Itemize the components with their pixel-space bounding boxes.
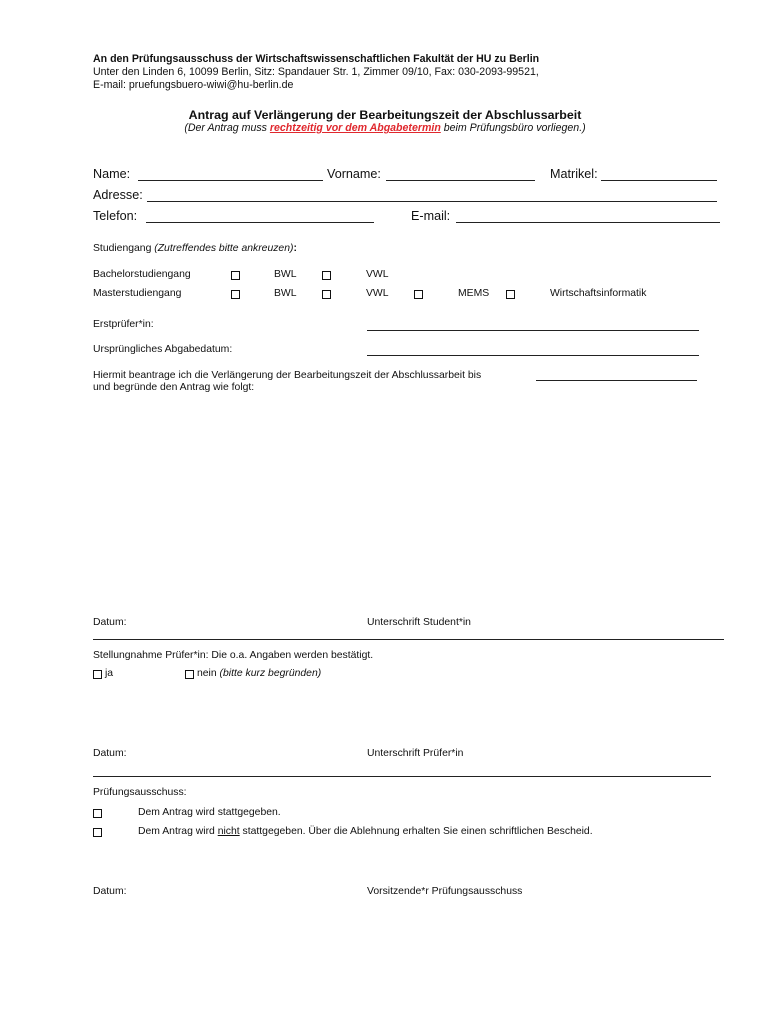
abgelehnt-suffix: stattgegeben. Über die Ablehnung erhalten Sie einen schriftlichen Bescheid. (239, 826, 593, 837)
email-field[interactable] (456, 222, 720, 223)
form-title: Antrag auf Verlängerung der Bearbeitungszeit der Abschlussarbeit (188, 108, 582, 122)
studiengang-text: Studiengang (93, 243, 152, 254)
abgelehnt-label (138, 826, 593, 837)
adresse-label: Adresse: (93, 188, 143, 202)
master-label: Masterstudiengang (93, 288, 182, 299)
nein-hint: (bitte kurz begründen) (219, 668, 322, 679)
name-field[interactable] (138, 180, 323, 181)
subtitle-emphasis: rechtzeitig vor dem Abgabetermin (269, 122, 441, 134)
stellungnahme-text: Stellungnahme Prüfer*in: Die o.a. Angaben werden bestätigt. (93, 650, 374, 661)
stattgegeben-checkbox[interactable] (93, 809, 102, 818)
master-mems-checkbox[interactable] (414, 290, 423, 299)
divider-1 (93, 639, 724, 640)
bachelor-vwl-label: VWL (366, 269, 389, 280)
nein-text: nein (197, 668, 217, 679)
ausschuss-datum-label: Datum: (93, 886, 127, 897)
vorsitz-label: Vorsitzende*r Prüfungsausschuss (367, 886, 523, 897)
master-bwl-label: BWL (274, 288, 297, 299)
pruefer-datum-label: Datum: (93, 748, 127, 759)
nein-checkbox[interactable] (185, 670, 194, 679)
ja-checkbox[interactable] (93, 670, 102, 679)
abgabedatum-field[interactable] (367, 355, 699, 356)
studiengang-label (93, 243, 297, 254)
master-bwl-checkbox[interactable] (231, 290, 240, 299)
matrikel-field[interactable] (601, 180, 717, 181)
erstpruefer-field[interactable] (367, 330, 699, 331)
erstpruefer-label: Erstprüfer*in: (93, 319, 154, 330)
student-unterschrift-label: Unterschrift Student*in (367, 617, 471, 628)
bachelor-bwl-checkbox[interactable] (231, 271, 240, 280)
master-vwl-checkbox[interactable] (322, 290, 331, 299)
subtitle-suffix: beim Prüfungsbüro vorliegen.) (440, 122, 586, 134)
ausschuss-label: Prüfungsausschuss: (93, 787, 187, 798)
verlaengerung-bis-field[interactable] (536, 380, 697, 381)
bachelor-vwl-checkbox[interactable] (322, 271, 331, 280)
matrikel-label: Matrikel: (550, 167, 598, 181)
nein-label (197, 668, 321, 679)
email-line: E-mail: pruefungsbuero-wiwi@hu-berlin.de (93, 79, 294, 91)
studiengang-colon: : (293, 243, 297, 254)
bachelor-bwl-label: BWL (274, 269, 297, 280)
recipient-line: An den Prüfungsausschuss der Wirtschaftswissenschaftlichen Fakultät der HU zu Berlin (93, 53, 540, 65)
master-winf-checkbox[interactable] (506, 290, 515, 299)
begruendung-area[interactable] (93, 398, 723, 608)
student-datum-label: Datum: (93, 617, 127, 628)
antrag-line1: Hiermit beantrage ich die Verlängerung der Bearbeitungszeit der Abschlussarbeit bis (93, 370, 482, 381)
abgelehnt-prefix: Dem Antrag wird (138, 826, 218, 837)
abgabedatum-label: Ursprüngliches Abgabedatum: (93, 344, 233, 355)
ja-label: ja (105, 668, 114, 679)
abgelehnt-emphasis: nicht (217, 826, 240, 837)
master-winf-label: Wirtschaftsinformatik (550, 288, 647, 299)
master-vwl-label: VWL (366, 288, 389, 299)
name-label: Name: (93, 167, 131, 181)
subtitle-prefix: (Der Antrag muss (184, 122, 270, 134)
antrag-line2: und begründe den Antrag wie folgt: (93, 382, 255, 393)
bachelor-label: Bachelorstudiengang (93, 269, 191, 280)
pruefer-unterschrift-label: Unterschrift Prüfer*in (367, 748, 464, 759)
telefon-label: Telefon: (93, 209, 138, 223)
telefon-field[interactable] (146, 222, 374, 223)
divider-2 (93, 776, 711, 777)
master-mems-label: MEMS (458, 288, 490, 299)
address-line: Unter den Linden 6, 10099 Berlin, Sitz: Spandauer Str. 1, Zimmer 09/10, Fax: 030-2093-99521, (93, 66, 539, 78)
vorname-label: Vorname: (327, 167, 381, 181)
adresse-field[interactable] (147, 201, 717, 202)
stattgegeben-label: Dem Antrag wird stattgegeben. (138, 807, 281, 818)
abgelehnt-checkbox[interactable] (93, 828, 102, 837)
form-subtitle (0, 122, 770, 134)
email-label: E-mail: (411, 209, 451, 223)
studiengang-hint: (Zutreffendes bitte ankreuzen) (154, 243, 294, 254)
vorname-field[interactable] (386, 180, 535, 181)
